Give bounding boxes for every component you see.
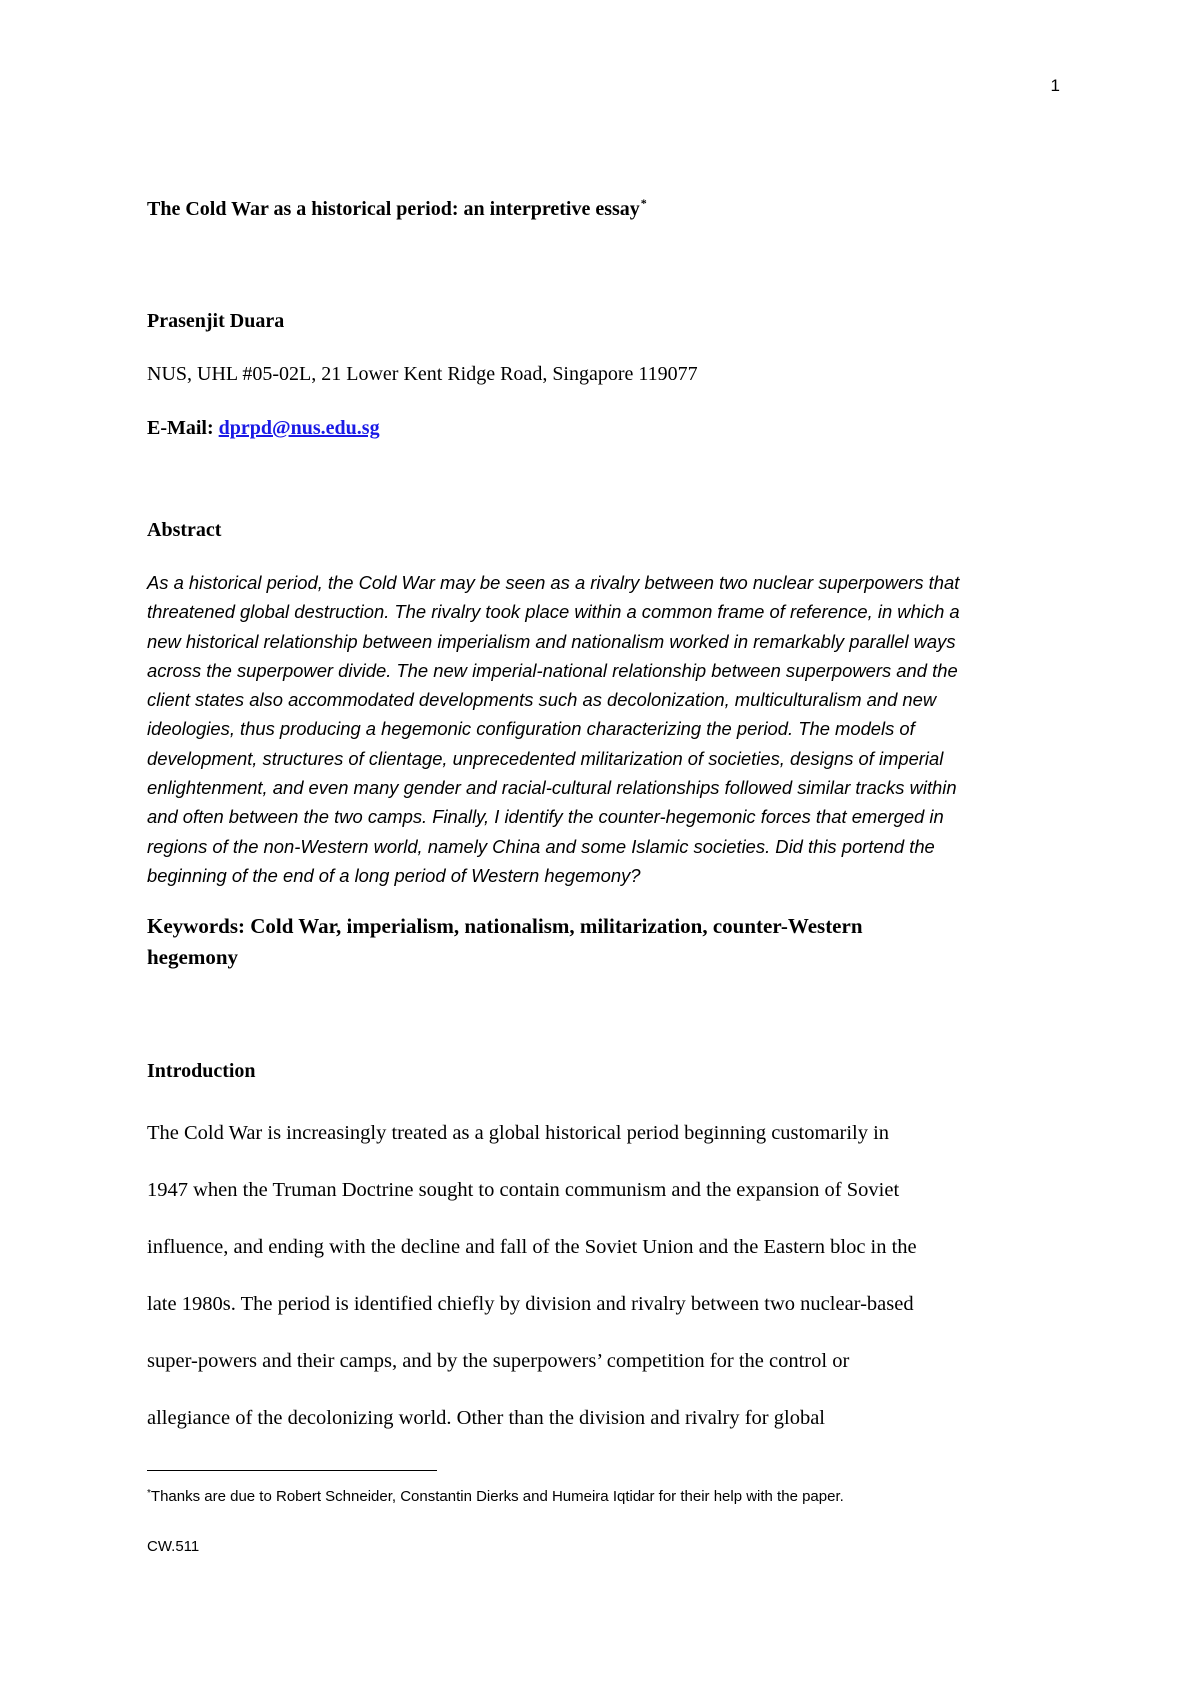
paper-title [147, 196, 647, 221]
abstract-line: ideologies, thus producing a hegemonic configuration characterizing the period. The models of [147, 718, 915, 740]
keywords-line: Keywords: Cold War, imperialism, nationalism, militarization, counter-Western [147, 914, 863, 938]
footnote-marker: * [147, 1488, 151, 1499]
body-line: super-powers and their camps, and by the superpowers’ competition for the control or [147, 1350, 850, 1372]
page-number: 1 [1050, 76, 1060, 95]
abstract-line: client states also accommodated developments such as decolonization, multiculturalism and new [147, 689, 937, 711]
footnote-text: Thanks are due to Robert Schneider, Constantin Dierks and Humeira Iqtidar for their help with the paper. [150, 1488, 844, 1505]
abstract-line: new historical relationship between imperialism and nationalism worked in remarkably parallel ways [147, 630, 956, 652]
footnote [147, 1488, 844, 1505]
abstract-line: development, structures of clientage, unprecedented militarization of societies, designs of imperial [147, 747, 944, 769]
abstract-heading: Abstract [147, 519, 222, 541]
abstract-line: As a historical period, the Cold War may be seen as a rivalry between two nuclear superpowers that [147, 572, 960, 593]
footnote-divider [147, 1470, 437, 1471]
author-email [147, 417, 380, 440]
introduction-heading: Introduction [147, 1060, 256, 1082]
author-address: NUS, UHL #05-02L, 21 Lower Kent Ridge Road, Singapore 119077 [147, 363, 698, 385]
abstract-body [147, 568, 1067, 890]
abstract-line: beginning of the end of a long period of Western hegemony? [147, 864, 641, 886]
body-line: allegiance of the decolonizing world. Other than the division and rivalry for global [147, 1407, 826, 1429]
abstract-line: regions of the non-Western world, namely China and some Islamic societies. Did this portend the [147, 835, 935, 857]
title-footnote-marker[interactable]: * [640, 196, 647, 210]
body-line: influence, and ending with the decline and fall of the Soviet Union and the Eastern bloc in the [147, 1236, 917, 1258]
body-line: 1947 when the Truman Doctrine sought to contain communism and the expansion of Soviet [147, 1179, 900, 1201]
abstract-line: across the superpower divide. The new imperial-national relationship between superpowers and the [147, 659, 958, 681]
body-line: late 1980s. The period is identified chiefly by division and rivalry between two nuclear-based [147, 1293, 914, 1315]
paper-title-text: The Cold War as a historical period: an interpretive essay [147, 198, 640, 220]
email-link[interactable]: dprpd@nus.edu.sg [218, 417, 380, 439]
footer-document-code: CW.511 [147, 1538, 200, 1555]
email-label: E-Mail: [147, 417, 214, 439]
keywords-line: hegemony [147, 945, 238, 969]
abstract-line: and often between the two camps. Finally, I identify the counter-hegemonic forces that emerged in [147, 806, 944, 828]
abstract-line: threatened global destruction. The rivalry took place within a common frame of reference, in which a [147, 601, 960, 623]
introduction-body [147, 1105, 1077, 1447]
abstract-line: enlightenment, and even many gender and racial-cultural relationships followed similar tracks within [147, 777, 957, 799]
keywords [147, 911, 1047, 973]
author-name: Prasenjit Duara [147, 310, 285, 332]
body-line: The Cold War is increasingly treated as a global historical period beginning customarily in [147, 1122, 890, 1144]
